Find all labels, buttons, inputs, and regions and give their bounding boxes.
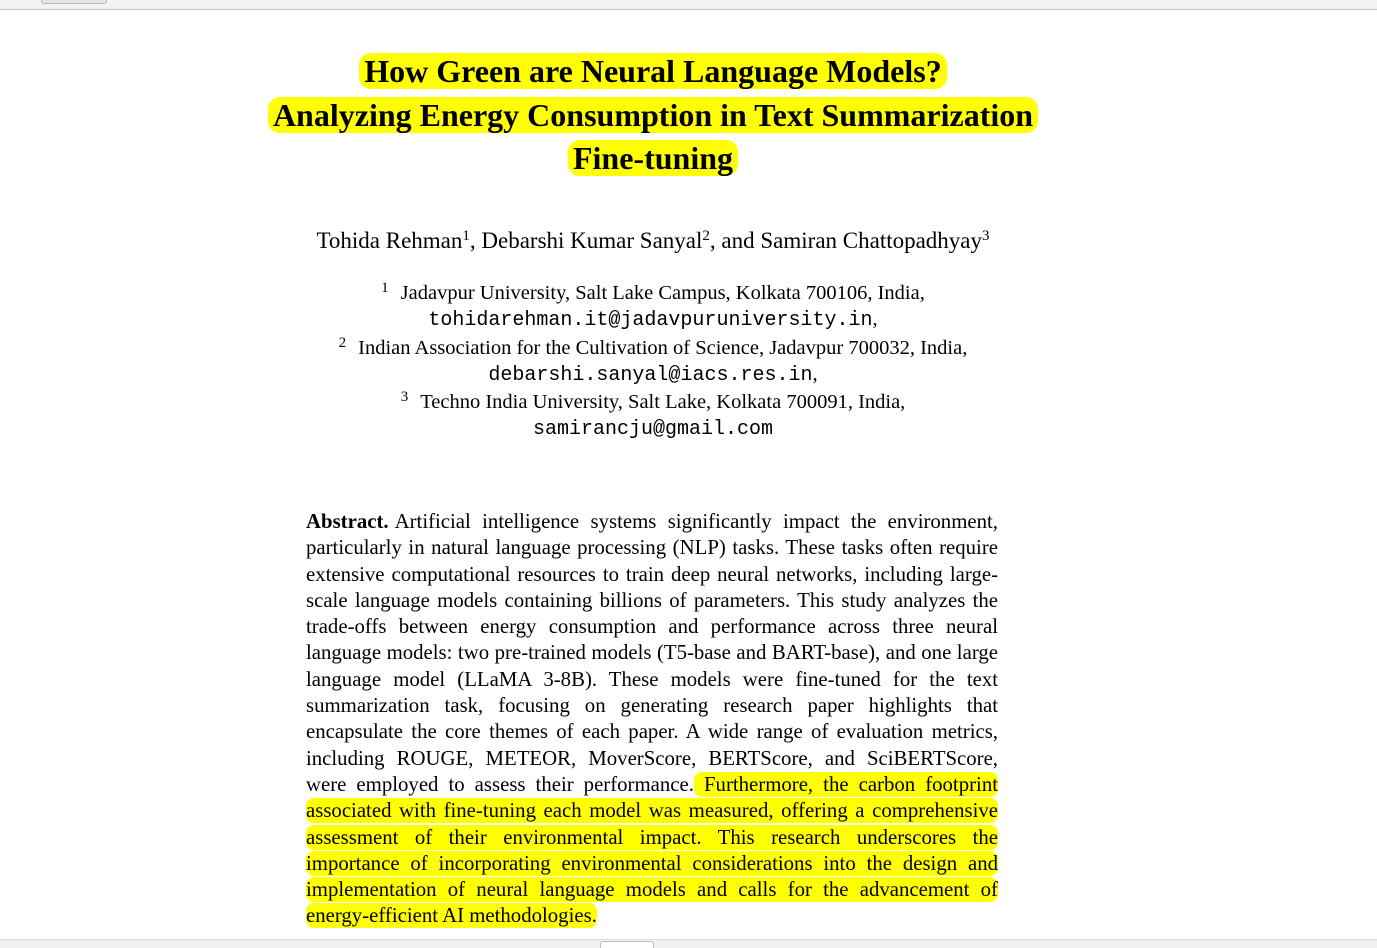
author-name: Tohida Rehman <box>316 228 463 253</box>
title-line-2: Analyzing Energy Consumption in Text Summarization <box>268 97 1038 133</box>
author-mark: 2 <box>702 228 710 244</box>
viewer-top-toolbar <box>0 0 1377 10</box>
author-list <box>200 226 1106 256</box>
author-name: Samiran Chattopadhyay <box>760 228 983 253</box>
email-address[interactable]: debarshi.sanyal@iacs.res.in <box>488 363 813 387</box>
affiliation-item <box>200 335 1106 361</box>
author-name: Debarshi Kumar Sanyal <box>481 228 703 253</box>
toolbar-tab[interactable] <box>41 0 107 4</box>
abstract <box>306 509 998 930</box>
affiliation-text: Indian Association for the Cultivation of Science, Jadavpur 700032, India, <box>358 336 968 359</box>
affiliation-item <box>200 389 1106 415</box>
email-address[interactable]: tohidarehman.it@jadavpuruniversity.in <box>428 309 873 333</box>
author-separator: , <box>469 228 482 253</box>
title-line-3: Fine-tuning <box>568 140 738 176</box>
author-mark: 3 <box>982 228 990 244</box>
affiliation-text: Techno India University, Salt Lake, Kolkata 700091, India, <box>420 391 906 414</box>
affiliation-mark: 2 <box>338 334 347 351</box>
affiliation-email-line <box>200 415 1106 443</box>
email-suffix: , <box>812 362 818 385</box>
email-address[interactable]: samirancju@gmail.com <box>532 418 774 442</box>
author-separator: , and <box>709 228 761 253</box>
abstract-highlighted-text: Furthermore, the carbon footprint associated with fine-tuning each model was measured, offering a comprehensive assessment of their environmental impact. This research underscores the importance of incorporating environmental considerations into the design and implementation of neural language models and calls for the advancement of energy-efficient AI methodologies. <box>306 772 998 928</box>
paper-title <box>200 50 1106 181</box>
affiliation-email-line <box>200 361 1106 389</box>
author-mark: 1 <box>462 228 470 244</box>
email-suffix: , <box>872 308 878 331</box>
affiliation-mark: 3 <box>400 389 409 406</box>
abstract-body: Artificial intelligence systems significantly impact the environment, particularly in natural language processing (NLP) tasks. These tasks often require extensive computational resources to train deep neural networks, including large-scale language models containing billions of parameters. This study analyzes the trade-offs between energy consumption and performance across three neural language models: two pre-trained models (T5-base and BART-base), and one large language model (LLaMA 3-8B). These models were fine-tuned for the text summarization task, focusing on generating research paper highlights that encapsulate the core themes of each paper. A wide range of evaluation metrics, including ROUGE, METEOR, MoverScore, BERTScore, and SciBERTScore, were employed to assess their performance. <box>306 510 998 796</box>
affiliation-text: Jadavpur University, Salt Lake Campus, Kolkata 700106, India, <box>400 282 925 304</box>
title-line-1: How Green are Neural Language Models? <box>359 53 946 89</box>
affiliation-email-line <box>200 306 1106 334</box>
abstract-heading: Abstract. <box>306 510 389 533</box>
affiliation-mark: 1 <box>381 280 389 296</box>
affiliation-item <box>200 280 1106 306</box>
affiliation-list <box>200 280 1106 444</box>
